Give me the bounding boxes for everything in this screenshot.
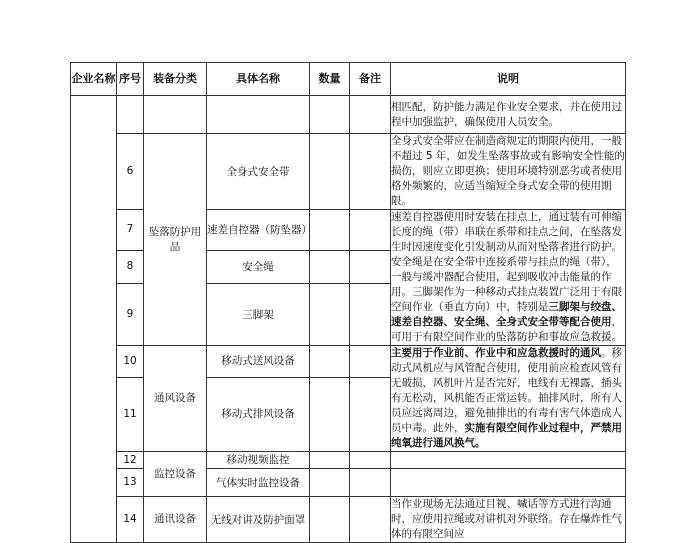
header-qty: 数量 [310,63,350,96]
table-row [71,134,626,210]
header-category: 装备分类 [144,63,207,96]
desc-text: 速差自控器使用时安装在挂点上，通过装有可伸缩长度的绳（带）串联在系带和挂点之间，在坠落发生时因速度变化引发制动从而对坠落者进行防护。安全绳是在安全带中连接系带与挂点的绳（带），一般与缓冲器配合使用，起到吸收冲击能量的作用。三脚架作为一种移动式挂点装置广泛用于有限空间作业（垂直方向）中，特别是 [391,211,622,313]
name-cell: 三脚架 [207,284,310,346]
header-seq: 序号 [117,63,144,96]
seq-cell: 7 [117,210,144,251]
qty-cell [310,96,350,134]
qty-cell [310,134,350,210]
name-cell: 移动视频监控 [207,452,310,469]
qty-cell [310,284,350,346]
category-cell-monitoring: 监控设备 [144,452,207,497]
qty-cell [310,377,350,451]
seq-cell: 12 [117,452,144,469]
seq-cell: 8 [117,250,144,284]
desc-cell-ventilation [391,346,626,452]
remark-cell [350,250,391,284]
desc-cell: 当作业现场无法通过目视、喊话等方式进行沟通时，应使用拉绳或对讲机对外联络。存在爆炸性气体的有限空间应 [391,497,626,543]
desc-text: ，可用于有限空间作业的坠落防护和事故应急救援。 [391,316,622,343]
table-row [71,452,626,469]
name-cell [207,96,310,134]
desc-cell-fall-protection [391,210,626,346]
company-cell [71,96,117,543]
remark-cell [350,284,391,346]
seq-cell: 10 [117,346,144,378]
table-row [71,346,626,378]
remark-cell [350,210,391,251]
category-cell-fall-protection: 坠落防护用品 [144,134,207,346]
name-cell: 气体实时监控设备 [207,469,310,497]
desc-cell [391,452,626,469]
desc-cell: 相匹配，防护能力满足作业安全要求，并在使用过程中加强监护，确保使用人员安全。 [391,96,626,134]
remark-cell [350,346,391,378]
remark-cell [350,134,391,210]
seq-cell: 14 [117,497,144,543]
desc-text: 。移动式风机应与风管配合使用，使用前应检查风管有无破损，风机叶片是否完好，电线有无裸露，插头有无松动，风机能否正常运转。抽排风时，所有人员应远离周边，避免抽排出的有毒有害气体造成人员中毒。此外， [391,347,622,434]
name-cell: 安全绳 [207,250,310,284]
name-cell: 速差自控器（防坠器） [207,210,310,251]
category-cell-ventilation: 通风设备 [144,346,207,452]
seq-cell: 13 [117,469,144,497]
desc-cell: 全身式安全带应在制造商规定的期限内使用，一般不超过 5 年，如发生坠落事故或有影响安全性能的损伤，则应立即更换；使用环境特别恶劣或者使用格外频繁的，应适当缩短全身式安全带的使用期限。 [391,134,626,210]
qty-cell [310,346,350,378]
seq-cell [117,96,144,134]
header-remark: 备注 [350,63,391,96]
desc-emphasis: 三脚架与绞盘、速差自控器、安全绳、全身式安全带等配合使用 [391,301,622,328]
remark-cell [350,469,391,497]
equipment-table [70,62,626,543]
name-cell: 移动式排风设备 [207,377,310,451]
name-cell: 全身式安全带 [207,134,310,210]
table-row [71,497,626,543]
name-cell: 无线对讲及防护面罩 [207,497,310,543]
desc-emphasis: 主要用于作业前、作业中和应急救援时的通风 [391,347,601,359]
remark-cell [350,497,391,543]
seq-cell: 9 [117,284,144,346]
table-row [71,96,626,134]
seq-cell: 6 [117,134,144,210]
header-desc: 说明 [391,63,626,96]
header-row [71,63,626,96]
desc-emphasis: 实施有限空间作业过程中，严禁用纯氧进行通风换气。 [391,422,622,449]
seq-cell: 11 [117,377,144,451]
desc-cell [391,469,626,497]
qty-cell [310,452,350,469]
remark-cell [350,377,391,451]
remark-cell [350,452,391,469]
name-cell: 移动式送风设备 [207,346,310,378]
category-cell [144,96,207,134]
category-cell-communication: 通讯设备 [144,497,207,543]
remark-cell [350,96,391,134]
qty-cell [310,497,350,543]
header-name: 具体名称 [207,63,310,96]
header-company: 企业名称 [71,63,117,96]
qty-cell [310,250,350,284]
qty-cell [310,210,350,251]
qty-cell [310,469,350,497]
